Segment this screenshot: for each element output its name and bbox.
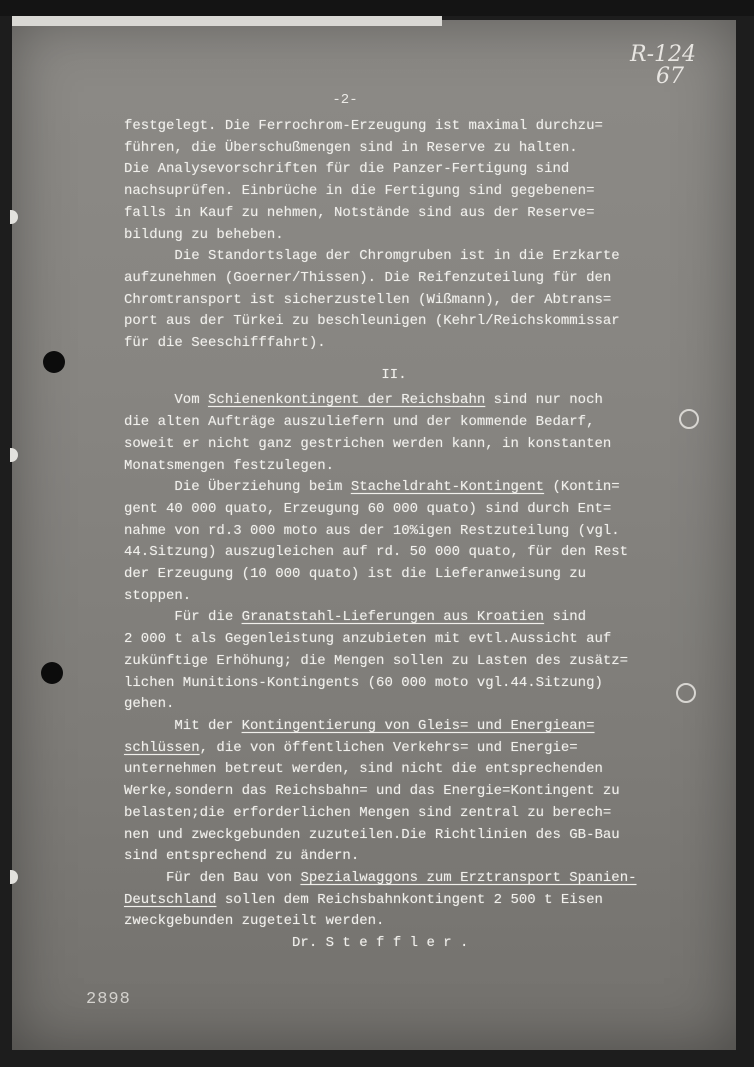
text-line	[124, 138, 664, 160]
punch-hole	[41, 662, 63, 684]
text-line	[124, 181, 664, 203]
underlined-phrase: schlüssen	[124, 739, 200, 756]
paragraph	[124, 116, 664, 246]
archive-reference-line1: R-124	[630, 42, 696, 67]
text-segment: bildung zu beheben.	[124, 226, 284, 243]
text-line	[124, 246, 664, 268]
underlined-phrase: Kontingentierung von Gleis= und Energiean=	[241, 717, 595, 734]
text-line	[124, 521, 664, 543]
underlined-phrase: Granatstahl-Lieferungen aus Kroatien	[241, 609, 545, 626]
text-line	[124, 268, 664, 290]
text-segment: festgelegt. Die Ferrochrom-Erzeugung ist maximal durchzu=	[124, 118, 603, 134]
text-line	[124, 629, 664, 651]
text-line	[124, 738, 664, 760]
document-body	[124, 116, 664, 955]
text-segment: nachsuprüfen. Einbrüche in die Fertigung sind gegebenen=	[124, 183, 595, 200]
text-line	[124, 116, 664, 138]
paragraph	[124, 933, 664, 955]
text-segment: 2 000 t als Gegenleistung anzubieten mit evtl.Aussicht auf	[124, 631, 612, 648]
text-line	[124, 203, 664, 225]
text-line	[124, 499, 664, 521]
text-line	[124, 586, 664, 608]
text-segment: Monatsmengen festzulegen.	[124, 457, 335, 474]
text-line	[124, 542, 664, 564]
text-line	[124, 290, 664, 312]
paragraph	[124, 607, 664, 716]
text-line	[124, 694, 664, 716]
text-segment: Vom	[124, 392, 209, 409]
text-line	[124, 607, 664, 629]
text-segment: 44.Sitzung) auszugleichen auf rd. 50 000 quato, für den Rest	[124, 544, 629, 561]
text-line	[124, 890, 664, 912]
text-segment: zukünftige Erhöhung; die Mengen sollen zu Lasten des zusätz=	[124, 652, 629, 669]
text-segment: führen, die Überschußmengen sind in Reserve zu halten.	[124, 139, 578, 156]
text-line	[124, 759, 664, 781]
text-segment: gehen.	[124, 696, 175, 713]
text-segment: (Kontin=	[544, 479, 620, 496]
text-segment: port aus der Türkei zu beschleunigen (Kehrl/Reichskommissar	[124, 313, 620, 330]
text-segment: nen und zweckgebunden zuzuteilen.Die Richtlinien des GB-Bau	[124, 826, 620, 843]
text-segment: Chromtransport ist sicherzustellen (Wißmann), der Abtrans=	[124, 291, 612, 308]
text-line	[124, 781, 664, 803]
text-segment: Werke,sondern das Reichsbahn= und das Energie=Kontingent zu	[124, 783, 620, 800]
footer-number: 2898	[86, 990, 131, 1009]
text-segment: Mit der	[124, 717, 242, 734]
underlined-phrase: Stacheldraht-Kontingent	[350, 479, 545, 496]
text-segment: lichen Munitions-Kontingents (60 000 moto vgl.44.Sitzung)	[124, 674, 603, 691]
text-line	[124, 333, 664, 355]
text-segment: soweit er nicht ganz gestrichen werden kann, in konstanten	[124, 435, 612, 452]
text-segment: , die von öffentlichen Verkehrs= und Energie=	[199, 739, 578, 756]
scan-border	[0, 0, 754, 16]
punch-ring	[679, 409, 699, 429]
text-line	[124, 673, 664, 695]
text-segment: belasten;die erforderlichen Mengen sind zentral zu berech=	[124, 804, 612, 821]
paragraph	[124, 246, 664, 355]
text-segment: sind nur noch	[485, 392, 603, 409]
text-segment: Die Überziehung beim	[124, 479, 351, 496]
text-segment: stoppen.	[124, 587, 192, 604]
text-segment: der Erzeugung (10 000 quato) ist die Lieferanweisung zu	[124, 566, 587, 583]
text-line	[124, 390, 664, 412]
text-segment: unternehmen betreut werden, sind nicht die entsprechenden	[124, 761, 603, 778]
text-line	[124, 456, 664, 478]
text-segment: sind entsprechend zu ändern.	[124, 848, 360, 865]
text-line	[124, 868, 664, 890]
text-line	[124, 477, 664, 499]
text-segment: für die Seeschifffahrt).	[124, 335, 326, 352]
text-segment: Für die	[124, 609, 242, 626]
paragraph	[124, 390, 664, 477]
text-line	[124, 825, 664, 847]
text-line	[124, 651, 664, 673]
underlined-phrase: Schienenkontingent der Reichsbahn	[208, 392, 486, 409]
page-number: -2-	[332, 92, 358, 108]
text-segment: gent 40 000 quato, Erzeugung 60 000 quato) sind durch Ent=	[124, 500, 612, 517]
text-segment: sollen dem Reichsbahnkontingent 2 500 t Eisen	[216, 891, 603, 908]
text-line	[124, 434, 664, 456]
text-segment: Die Standortslage der Chromgruben ist in die Erzkarte	[124, 248, 620, 265]
text-line	[124, 911, 664, 933]
text-segment: Die Analysevorschriften für die Panzer-Fertigung sind	[124, 161, 570, 178]
punch-hole	[43, 351, 65, 373]
archive-reference-line2: 67	[656, 64, 684, 89]
text-line	[124, 803, 664, 825]
paragraph	[124, 868, 664, 933]
text-line	[124, 716, 664, 738]
text-line	[124, 933, 664, 955]
text-line	[124, 846, 664, 868]
paragraph	[124, 477, 664, 607]
section-heading: II.	[381, 366, 407, 383]
text-segment: nahme von rd.3 000 moto aus der 10%igen Restzuteilung (vgl.	[124, 522, 620, 539]
text-segment: sind	[544, 609, 587, 626]
text-segment: die alten Aufträge auszuliefern und der kommende Bedarf,	[124, 414, 595, 431]
text-segment: Dr. S t e f f l e r .	[124, 935, 469, 952]
text-line	[124, 311, 664, 333]
paper-edge	[12, 16, 442, 26]
text-segment: Für den Bau von	[124, 869, 301, 886]
text-line	[124, 564, 664, 586]
text-segment: zweckgebunden zugeteilt werden.	[124, 913, 385, 930]
text-segment: falls in Kauf zu nehmen, Notstände sind aus der Reserve=	[124, 204, 595, 221]
paragraph	[124, 716, 664, 868]
underlined-phrase: Spezialwaggons zum Erztransport Spanien-	[300, 869, 637, 886]
punch-ring	[676, 683, 696, 703]
archive-reference	[630, 44, 710, 88]
text-segment: aufzunehmen (Goerner/Thissen). Die Reifenzuteilung für den	[124, 269, 612, 286]
text-line	[124, 412, 664, 434]
underlined-phrase: Deutschland	[124, 891, 217, 908]
text-line	[124, 225, 664, 247]
text-line	[124, 159, 664, 181]
